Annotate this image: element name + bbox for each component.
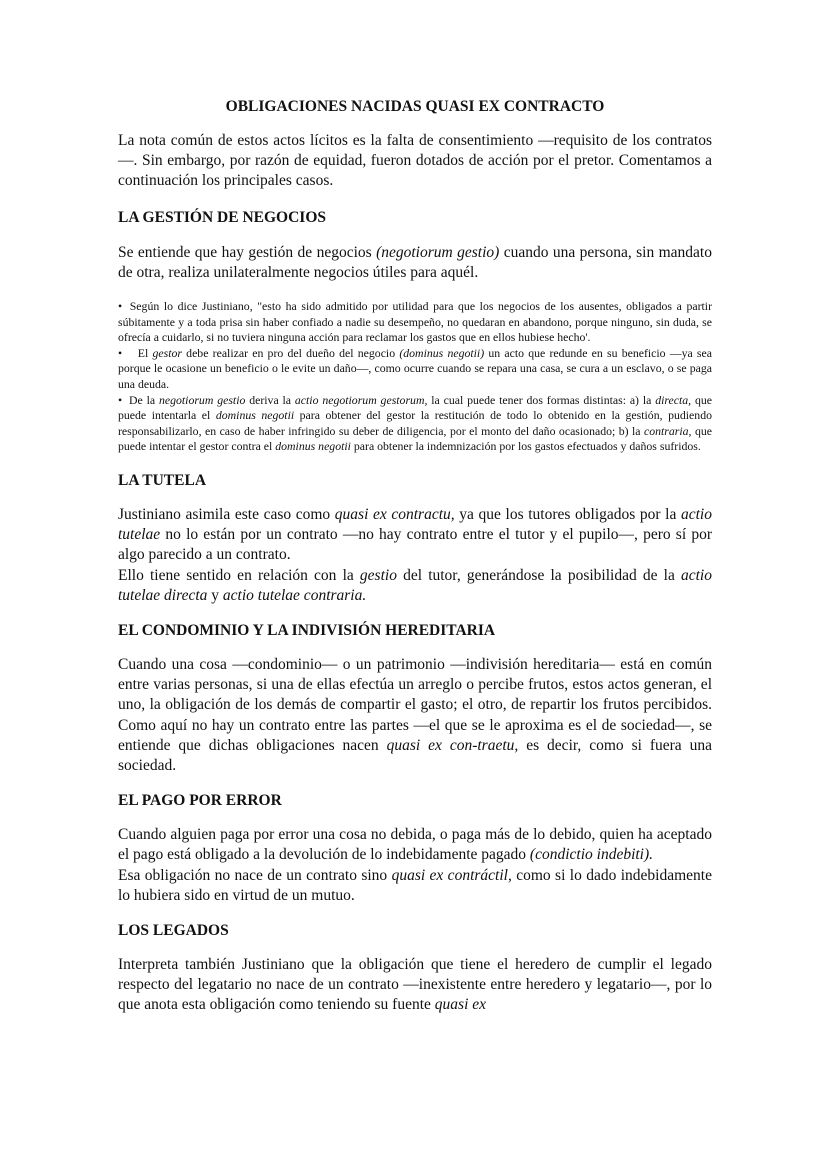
pago-error-paragraph-2: Esa obligación no nace de un contrato sino quasi ex contráctil, como si lo dado indebidamente lo hubiera sido en virtud de un mutuo.	[118, 866, 712, 904]
section-heading-legados: LOS LEGADOS	[118, 922, 229, 939]
bullet-item: • De la negotiorum gestio deriva la actio negotiorum gestorum, la cual puede tener dos formas distintas: a) la directa, que puede intentarla el dominus negotii para obtener del gestor la restitución de todo lo obtenido en la gestión, pudiendo responsabilizarlo, en caso de haber infringido su deber de diligencia, por el monto del daño ocasionado; b) la contraria, que puede intentar el gestor contra el dominus negotii para obtener la indemnización por los gastos efectuados y daños sufridos.	[118, 392, 713, 454]
bullet-icon: •	[118, 299, 123, 314]
bullet-item: • El gestor debe realizar en pro del dueño del negocio (dominus negotii) un acto que redunde en su beneficio —ya sea porque le ocasione un beneficio o le evite un daño—, como ocurre cuando se repara una casa, se cura a un esclavo, o se paga una deuda.	[118, 345, 712, 391]
bullet-item: • Según lo dice Justiniano, "esto ha sido admitido por utilidad para que los negocios de los ausentes, obligados a partir súbitamente y a toda prisa sin haber confiado a nadie su desempeño, no quedaran en abandono, porque ninguno, sin duda, se ofrecía a cuidarlo, si no tuviera ninguna acción para reclamar los gastos que en ellos hubiese hecho'.	[118, 299, 713, 345]
tutela-paragraph-1: Justiniano asimila este caso como quasi ex contractu, ya que los tutores obligados por la actio tutelae no lo están por un contrato —no hay contrato entre el tutor y el pupilo—, pero sí por algo parecido a un contrato.	[118, 505, 712, 564]
document-title: OBLIGACIONES NACIDAS QUASI EX CONTRACTO	[225, 98, 605, 115]
gestion-paragraph: Se entiende que hay gestión de negocios (negotiorum gestio) cuando una persona, sin mandato de otra, realiza unilateralmente negocios útiles para aquél.	[118, 243, 712, 281]
tutela-paragraph-2: Ello tiene sentido en relación con la gestio del tutor, generándose la posibilidad de la actio tutelae directa y actio tutelae contraria.	[118, 566, 712, 604]
bullet-icon: •	[118, 392, 123, 407]
section-heading-gestion: LA GESTIÓN DE NEGOCIOS	[118, 208, 327, 226]
condominio-paragraph: Cuando una cosa —condominio— o un patrimonio —indivisión hereditaria— está en común entre varias personas, si una de ellas efectúa un arreglo o percibe frutos, estos actos generan, el uno, la obligación de los demás de compartir el gasto; el otro, de repartir los frutos percibidos. Como aquí no hay un contrato entre las partes —el que se le aproxima es el de sociedad—, se entiende que dichas obligaciones nacen quasi ex con-traetu, es decir, como si fuera una sociedad.	[118, 655, 712, 774]
bullet-icon: •	[118, 345, 123, 360]
pago-error-paragraph-1: Cuando alguien paga por error una cosa no debida, o paga más de lo debido, quien ha aceptado el pago está obligado a la devolución de lo indebidamente pagado (condictio indebiti).	[118, 826, 712, 864]
section-heading-condominio: EL CONDOMINIO Y LA INDIVISIÓN HEREDITARIA	[118, 621, 496, 639]
intro-paragraph: La nota común de estos actos lícitos es la falta de consentimiento —requisito de los contratos—. Sin embargo, por razón de equidad, fueron dotados de acción por el pretor. Comentamos a continuación los principales casos.	[118, 132, 712, 190]
document-content	[118, 97, 712, 1016]
section-heading-pago-error: EL PAGO POR ERROR	[118, 792, 282, 810]
legados-paragraph: Interpreta también Justiniano que la obligación que tiene el heredero de cumplir el legado respecto del legatario no nace de un contrato —inexistente entre heredero y legatario—, por lo que anota esta obligación como teniendo su fuente quasi ex	[118, 956, 712, 1014]
section-heading-tutela: LA TUTELA	[118, 471, 207, 489]
